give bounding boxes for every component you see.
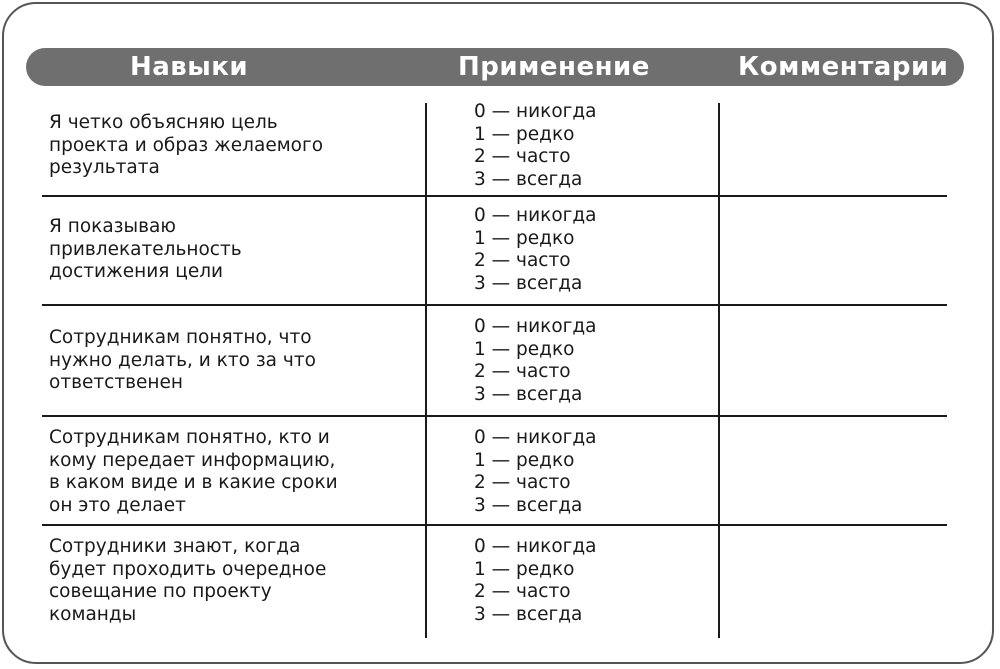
table-row xyxy=(42,306,947,414)
usage-scale xyxy=(474,536,597,626)
header-usage: Применение xyxy=(458,52,650,82)
usage-scale xyxy=(474,205,597,295)
scale-option: 1 — редко xyxy=(474,123,575,145)
scale-option: 0 — никогда xyxy=(474,101,597,122)
usage-scale xyxy=(474,101,597,191)
scale-option: 3 — всегда xyxy=(474,272,583,294)
scale-option: 1 — редко xyxy=(474,338,575,360)
skill-text: Сотрудникам понятно, что нужно делать, и кто за что ответственен xyxy=(49,327,316,393)
skill-text: Я показываю привлекательность достижения цели xyxy=(49,216,242,282)
scale-option: 3 — всегда xyxy=(474,494,583,516)
scale-option: 1 — редко xyxy=(474,558,575,580)
scale-option: 0 — никогда xyxy=(474,205,597,226)
scale-option: 2 — часто xyxy=(474,472,571,494)
usage-scale xyxy=(474,427,597,517)
scale-option: 1 — редко xyxy=(474,449,575,471)
header-comments: Комментарии xyxy=(738,52,949,82)
table-row xyxy=(42,100,947,194)
table-row xyxy=(42,526,947,638)
scale-option: 2 — часто xyxy=(474,361,571,383)
scale-option: 0 — никогда xyxy=(474,536,597,557)
scale-option: 2 — часто xyxy=(474,581,571,603)
header-skills: Навыки xyxy=(130,52,249,82)
table-row xyxy=(42,197,947,303)
scale-option: 3 — всегда xyxy=(474,603,583,625)
scale-option: 3 — всегда xyxy=(474,168,583,190)
scale-option: 2 — часто xyxy=(474,146,571,168)
table-row xyxy=(42,417,947,524)
scale-option: 0 — никогда xyxy=(474,316,597,337)
scale-option: 3 — всегда xyxy=(474,383,583,405)
scale-option: 1 — редко xyxy=(474,227,575,249)
skill-text: Я четко объясняю цель проекта и образ желаемого результата xyxy=(49,112,324,178)
scale-option: 0 — никогда xyxy=(474,427,597,448)
table-header xyxy=(26,48,964,86)
skill-text: Сотрудники знают, когда будет проходить очередное совещание по проекту команды xyxy=(49,536,327,625)
scale-option: 2 — часто xyxy=(474,250,571,272)
usage-scale xyxy=(474,316,597,406)
skill-text: Сотрудникам понятно, кто и кому передает информацию, в каком виде и в какие сроки он это делает xyxy=(49,427,338,516)
